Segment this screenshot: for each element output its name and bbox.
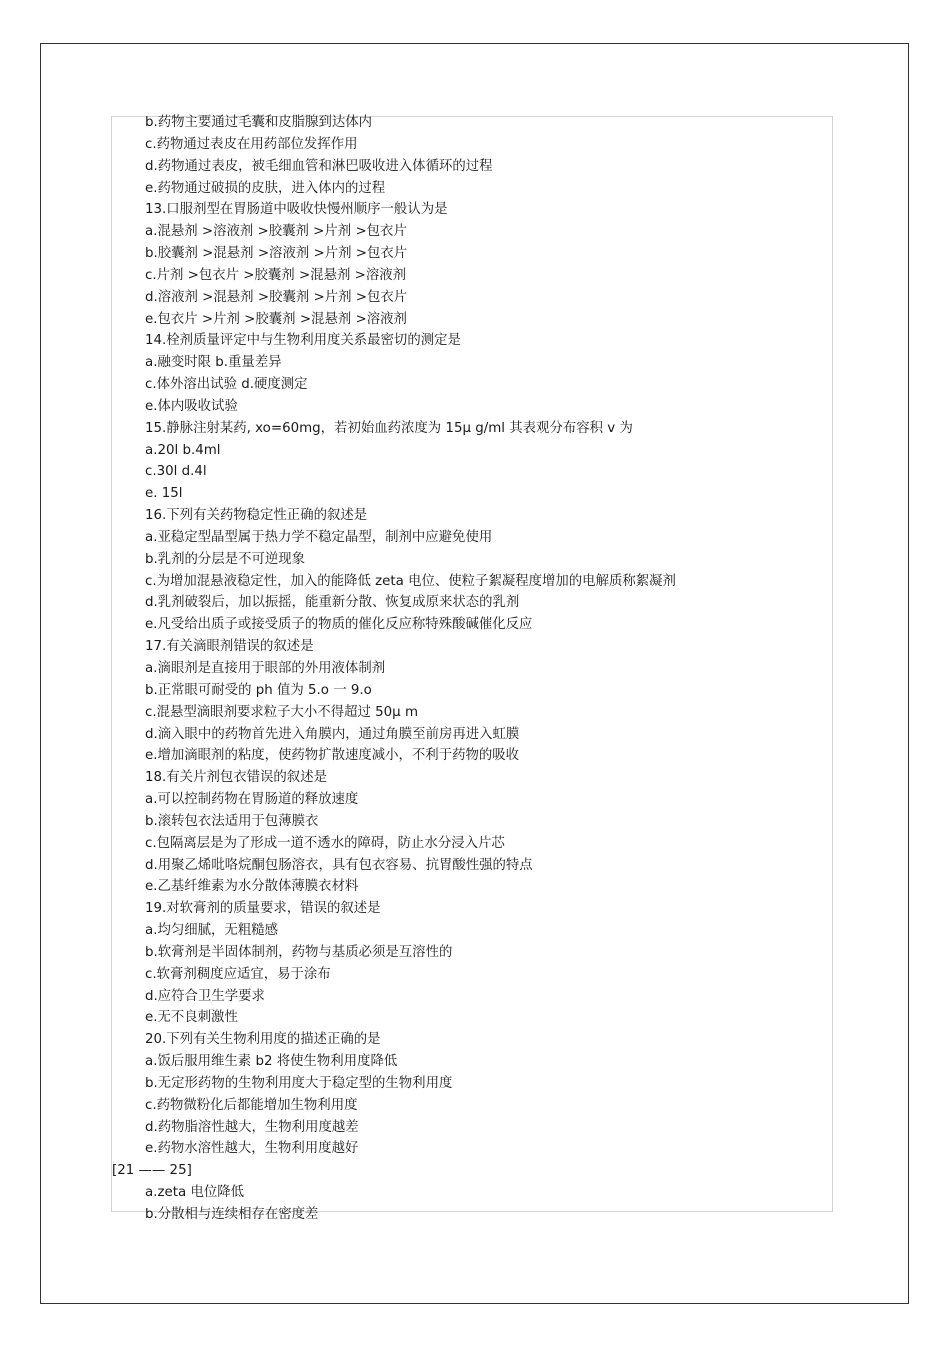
text-line: 14.栓剂质量评定中与生物利用度关系最密切的测定是 — [145, 333, 461, 349]
text-line: a.可以控制药物在胃肠道的释放速度 — [145, 792, 359, 808]
text-line: e.增加滴眼剂的粘度，使药物扩散速度减小，不利于药物的吸收 — [145, 748, 520, 764]
text-line: e.包衣片 >片剂 >胶囊剂 >混悬剂 >溶液剂 — [145, 311, 407, 327]
section-heading: [21 —— 25] — [112, 1163, 192, 1179]
text-line: e.乙基纤维素为水分散体薄膜衣材料 — [145, 879, 359, 895]
text-line: d.药物通过表皮，被毛细血管和淋巴吸收进入体循环的过程 — [145, 158, 493, 174]
text-line: b.乳剂的分层是不可逆现象 — [145, 551, 306, 567]
text-line: b.药物主要通过毛囊和皮脂腺到达体内 — [145, 115, 373, 130]
text-line: c.软膏剂稠度应适宜，易于涂布 — [145, 966, 331, 982]
text-line: b.正常眼可耐受的 ph 值为 5.o 一 9.o — [145, 682, 372, 698]
text-line: e.凡受给出质子或接受质子的物质的催化反应称特殊酸碱催化反应 — [145, 617, 533, 633]
text-line: a.滴眼剂是直接用于眼部的外用液体制剂 — [145, 661, 386, 676]
text-line: b.软膏剂是半固体制剂，药物与基质必须是互溶性的 — [145, 944, 453, 960]
text-line: c.药物通过表皮在用药部位发挥作用 — [145, 136, 358, 152]
text-line: b.分散相与连续相存在密度差 — [145, 1207, 319, 1222]
text-line: d.药物脂溶性越大，生物利用度越差 — [145, 1119, 359, 1135]
text-line: b.滚转包衣法适用于包薄膜衣 — [145, 813, 319, 829]
text-line: c.混悬型滴眼剂要求粒子大小不得超过 50μ m — [145, 704, 418, 720]
text-line: 19.对软膏剂的质量要求，错误的叙述是 — [145, 901, 381, 917]
text-line: d.用聚乙烯吡咯烷酮包肠溶衣，具有包衣容易、抗胃酸性强的特点 — [145, 857, 533, 873]
text-line: c.片剂 >包衣片 >胶囊剂 >混悬剂 >溶液剂 — [145, 267, 406, 283]
text-line: e.药物通过破损的皮肤，进入体内的过程 — [145, 180, 386, 196]
text-line: a.融变时限 b.重量差异 — [145, 355, 282, 371]
text-line: 18.有关片剂包衣错误的叙述是 — [145, 770, 327, 786]
text-line: d.应符合卫生学要求 — [145, 988, 265, 1004]
text-line: a.zeta 电位降低 — [145, 1185, 245, 1201]
text-line: b.胶囊剂 >混悬剂 >溶液剂 >片剂 >包衣片 — [145, 246, 408, 262]
text-line: b.无定形药物的生物利用度大于稳定型的生物利用度 — [145, 1075, 453, 1091]
text-line: d.乳剂破裂后，加以振摇，能重新分散、恢复成原来状态的乳剂 — [145, 595, 520, 611]
text-line: a.混悬剂 >溶液剂 >胶囊剂 >片剂 >包衣片 — [145, 224, 407, 240]
text-line: a.饭后服用维生素 b2 将使生物利用度降低 — [145, 1054, 398, 1070]
text-line: a.均匀细腻，无粗糙感 — [145, 923, 278, 939]
text-line: 16.下列有关药物稳定性正确的叙述是 — [145, 508, 368, 524]
text-line: 15.静脉注射某药, xo=60mg，若初始血药浓度为 15μ g/ml 其表观分布容积 v 为 — [145, 420, 633, 436]
text-line: d.滴入眼中的药物首先进入角膜内，通过角膜至前房再进入虹膜 — [145, 726, 520, 742]
text-line: a.亚稳定型晶型属于热力学不稳定晶型，制剂中应避免使用 — [145, 529, 493, 545]
text-line: 17.有关滴眼剂错误的叙述是 — [145, 639, 314, 655]
text-line: 20.下列有关生物利用度的描述正确的是 — [145, 1032, 381, 1048]
text-line: c.包隔离层是为了形成一道不透水的障碍，防止水分浸入片芯 — [145, 835, 505, 851]
text-line: c.药物微粉化后都能增加生物利用度 — [145, 1097, 358, 1113]
text-line: e.药物水溶性越大，生物利用度越好 — [145, 1141, 359, 1157]
text-line: e.体内吸收试验 — [145, 398, 238, 414]
text-line: 13.口服剂型在胃肠道中吸收快慢州顺序一般认为是 — [145, 202, 448, 218]
text-line: e. 15l — [145, 486, 183, 502]
text-line: a.20l b.4ml — [145, 442, 221, 458]
text-line: c.30l d.4l — [145, 464, 207, 480]
text-line: d.溶液剂 >混悬剂 >胶囊剂 >片剂 >包衣片 — [145, 289, 408, 305]
text-line: c.体外溶出试验 d.硬度测定 — [145, 377, 308, 393]
text-line: e.无不良刺激性 — [145, 1010, 238, 1026]
text-line: c.为增加混悬液稳定性，加入的能降低 zeta 电位、使粒子絮凝程度增加的电解质称絮凝剂 — [145, 573, 676, 589]
